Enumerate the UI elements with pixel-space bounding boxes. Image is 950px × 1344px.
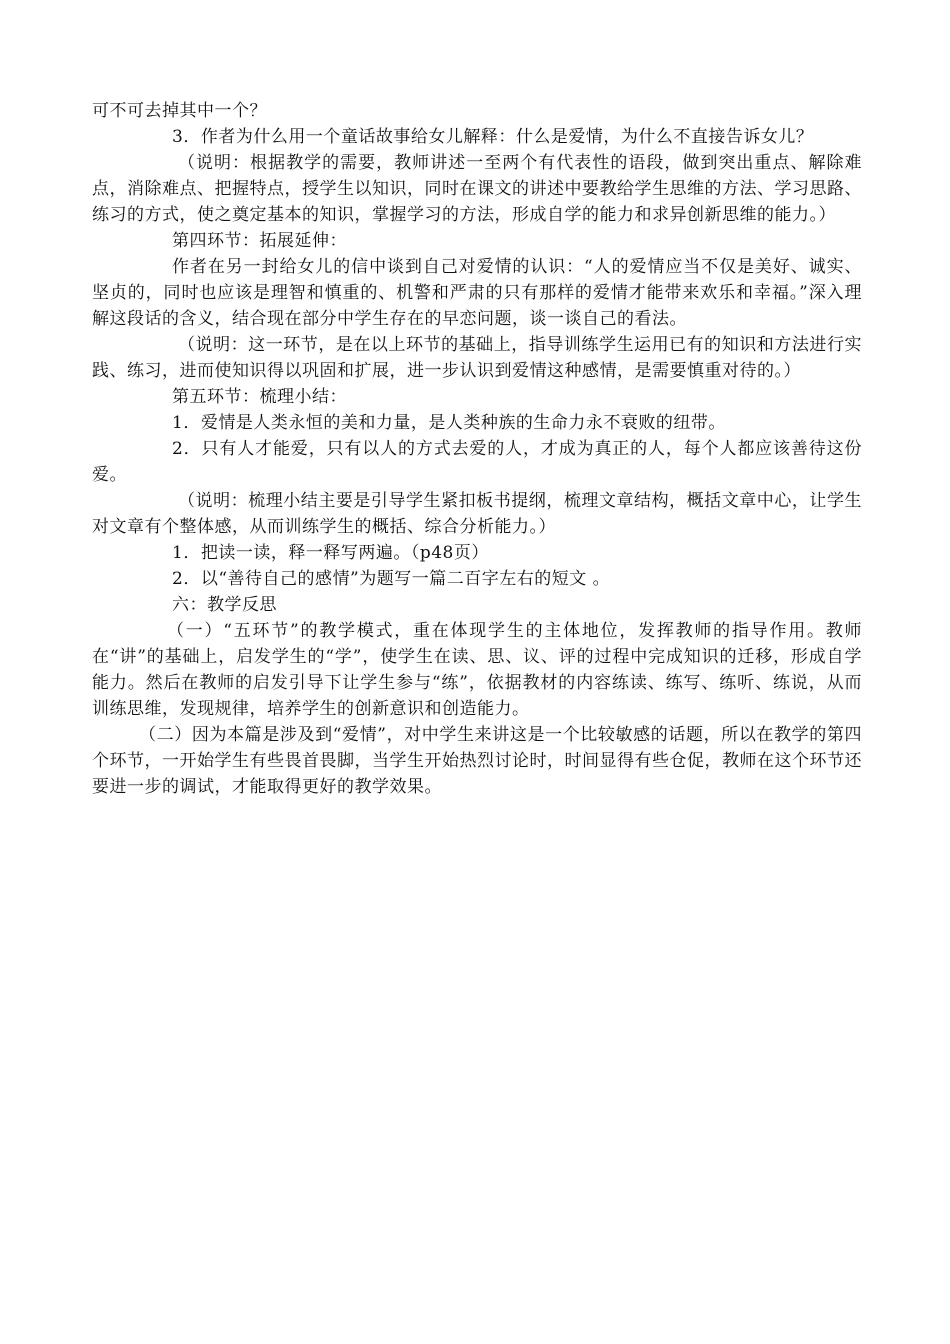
paragraph-note-stage3: （说明：根据教学的需要，教师讲述一至两个有代表性的语段，做到突出重点、解除难点，消除难点、把握特点，授学生以知识，同时在课文的讲述中要教给学生思维的方法、学习思路、练习的方式，使之奠定基本的知识，掌握学习的方法，形成自学的能力和求异创新思维的能力。）	[92, 153, 862, 225]
paragraph-note-stage5: （说明：梳理小结主要是引导学生紧扣板书提纲，梳理文章结构，概括文章中心，让学生对文章有个整体感，从而训练学生的概括、综合分析能力。）	[92, 491, 862, 537]
heading-stage4: 第四环节：拓展延伸：	[172, 231, 347, 251]
paragraph-summary-1: 1．爱情是人类永恒的美和力量，是人类种族的生命力永不衰败的纽带。	[172, 413, 726, 433]
paragraph-question-continuation: 可不可去掉其中一个？	[92, 101, 267, 121]
paragraph-reflection-1: （一）“五环节”的教学模式，重在体现学生的主体地位，发挥教师的指导作用。教师在“讲”的基础上，启发学生的“学”，使学生在读、思、议、评的过程中完成知识的迁移，形成自学能力。然后在教师的启发引导下让学生参与“练”，依据教材的内容练读、练写、练听、练说，从而训练思维，发现规律，培养学生的创新意识和创造能力。	[92, 621, 862, 719]
paragraph-note-stage4: （说明：这一环节，是在以上环节的基础上，指导训练学生运用已有的知识和方法进行实践、练习，进而使知识得以巩固和扩展，进一步认识到爱情这种感情，是需要慎重对待的。）	[92, 335, 862, 381]
document-body	[92, 98, 862, 800]
paragraph-homework-1: 1．把读一读，释一释写两遍。（p48页）	[172, 543, 489, 563]
paragraph-summary-2: 2．只有人才能爱，只有以人的方式去爱的人，才成为真正的人，每个人都应该善待这份爱。	[92, 439, 862, 485]
heading-reflection: 六：教学反思	[172, 595, 277, 615]
heading-stage5: 第五环节：梳理小结：	[172, 387, 347, 407]
paragraph-stage4-task: 作者在另一封给女儿的信中谈到自己对爱情的认识：“人的爱情应当不仅是美好、诚实、坚贞的，同时也应该是理智和慎重的、机警和严肃的只有那样的爱情才能带来欢乐和幸福。”深入理解这段话的含义，结合现在部分中学生存在的早恋问题，谈一谈自己的看法。	[92, 257, 862, 329]
paragraph-reflection-2: （二）因为本篇是涉及到“爱情”，对中学生来讲这是一个比较敏感的话题，所以在教学的第四个环节，一开始学生有些畏首畏脚，当学生开始热烈讨论时，时间显得有些仓促，教师在这个环节还要进一步的调试，才能取得更好的教学效果。	[92, 725, 862, 797]
paragraph-homework-2: 2．以“善待自己的感情”为题写一篇二百字左右的短文 。	[172, 569, 611, 589]
paragraph-question-3: 3．作者为什么用一个童话故事给女儿解释：什么是爱情，为什么不直接告诉女儿？	[172, 127, 814, 147]
